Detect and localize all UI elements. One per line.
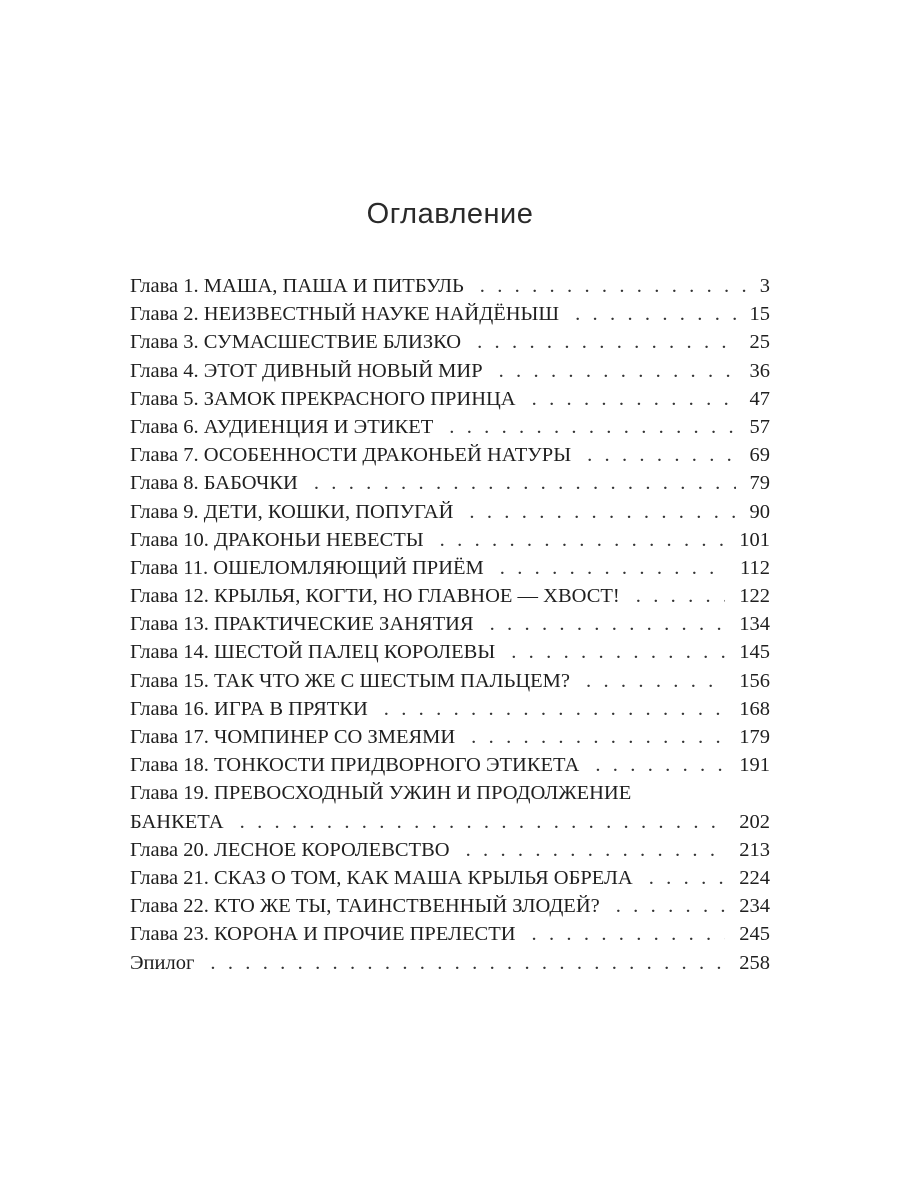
toc-entry-chapter-18 bbox=[130, 751, 770, 779]
dot-leader bbox=[384, 695, 725, 723]
dot-leader bbox=[449, 413, 735, 441]
toc-entry-chapter-15 bbox=[130, 667, 770, 695]
toc-entry-chapter-1 bbox=[130, 272, 770, 300]
dot-leader bbox=[440, 526, 726, 554]
toc-entry-page-number: 245 bbox=[739, 923, 770, 946]
toc-entry-page-number: 234 bbox=[739, 895, 770, 918]
toc-entry-first-line bbox=[130, 779, 770, 807]
toc-entry-label: Глава 18. ТОНКОСТИ ПРИДВОРНОГО ЭТИКЕТА bbox=[130, 754, 580, 777]
dot-leader bbox=[240, 808, 726, 836]
toc-entry-page-number: 224 bbox=[739, 866, 770, 889]
toc-entry-label: Глава 5. ЗАМОК ПРЕКРАСНОГО ПРИНЦА bbox=[130, 387, 516, 410]
toc-entry-label: Глава 17. ЧОМПИНЕР СО ЗМЕЯМИ bbox=[130, 726, 456, 748]
toc-entry-page-number: 112 bbox=[740, 556, 770, 579]
toc-entry-chapter-13 bbox=[130, 610, 770, 638]
toc-entry-chapter-21 bbox=[130, 864, 770, 892]
dot-leader bbox=[466, 836, 726, 864]
toc-entry-page-number: 179 bbox=[739, 726, 770, 748]
toc-entry-label: Эпилог bbox=[130, 951, 195, 974]
toc-entry-label: Глава 20. ЛЕСНОЕ КОРОЛЕВСТВО bbox=[130, 838, 450, 861]
dot-leader bbox=[649, 864, 726, 892]
dot-leader bbox=[500, 554, 726, 582]
dot-leader bbox=[469, 498, 735, 526]
toc-entry-label-continued: БАНКЕТА bbox=[130, 810, 224, 833]
toc-entry-chapter-9 bbox=[130, 498, 770, 526]
dot-leader bbox=[511, 638, 725, 666]
dot-leader bbox=[575, 300, 735, 328]
toc-entry-chapter-8 bbox=[130, 469, 770, 497]
toc-entry-chapter-22 bbox=[130, 892, 770, 920]
dot-leader bbox=[499, 357, 736, 385]
toc-entry-page-number: 57 bbox=[749, 415, 770, 438]
toc-entry-label: Глава 21. СКАЗ О ТОМ, КАК МАША КРЫЛЬЯ ОБРЕЛА bbox=[130, 866, 633, 889]
toc-entry-chapter-5 bbox=[130, 385, 770, 413]
toc-title: Оглавление bbox=[366, 198, 534, 230]
toc-entry-label: Глава 19. ПРЕВОСХОДНЫЙ УЖИН И ПРОДОЛЖЕНИЕ bbox=[130, 782, 632, 805]
toc-entry-page-number: 69 bbox=[749, 444, 770, 467]
dot-leader bbox=[314, 469, 736, 497]
dot-leader bbox=[587, 441, 735, 469]
toc-entry-chapter-7 bbox=[130, 441, 770, 469]
toc-entry-label: Глава 6. АУДИЕНЦИЯ И ЭТИКЕТ bbox=[130, 415, 434, 438]
toc-entry-chapter-2 bbox=[130, 300, 770, 328]
toc-entry-page-number: 122 bbox=[739, 585, 770, 608]
toc-entry-page-number: 213 bbox=[739, 838, 770, 861]
dot-leader bbox=[210, 949, 725, 977]
toc-entry-page-number: 47 bbox=[749, 387, 770, 410]
toc-entry-label: Глава 8. БАБОЧКИ bbox=[130, 472, 298, 495]
toc-entry-page-number: 25 bbox=[749, 331, 770, 354]
dot-leader bbox=[636, 582, 726, 610]
dot-leader bbox=[477, 328, 735, 356]
table-of-contents bbox=[130, 272, 770, 977]
toc-entry-label: Глава 10. ДРАКОНЬИ НЕВЕСТЫ bbox=[130, 528, 424, 551]
toc-entry-label: Глава 16. ИГРА В ПРЯТКИ bbox=[130, 697, 368, 720]
toc-entry-chapter-17 bbox=[130, 723, 770, 751]
toc-entry-page-number: 191 bbox=[739, 754, 770, 777]
toc-entry-label: Глава 3. СУМАСШЕСТВИЕ БЛИЗКО bbox=[130, 331, 462, 354]
toc-entry-chapter-10 bbox=[130, 526, 770, 554]
toc-entry-page-number: 3 bbox=[759, 275, 770, 297]
toc-entry-label: Глава 14. ШЕСТОЙ ПАЛЕЦ КОРОЛЕВЫ bbox=[130, 641, 496, 664]
dot-leader bbox=[480, 272, 746, 300]
toc-entry-label: Глава 7. ОСОБЕННОСТИ ДРАКОНЬЕЙ НАТУРЫ bbox=[130, 444, 572, 467]
toc-entry-page-number: 134 bbox=[739, 613, 770, 636]
toc-entry-chapter-3 bbox=[130, 328, 770, 356]
dot-leader bbox=[471, 723, 725, 751]
toc-entry-label: Глава 12. КРЫЛЬЯ, КОГТИ, НО ГЛАВНОЕ — ХВОСТ! bbox=[130, 585, 620, 608]
dot-leader bbox=[595, 751, 725, 779]
toc-entry-label: Глава 1. МАША, ПАША И ПИТБУЛЬ bbox=[130, 275, 464, 297]
toc-entry-chapter-16 bbox=[130, 695, 770, 723]
toc-entry-label: Глава 11. ОШЕЛОМЛЯЮЩИЙ ПРИЁМ bbox=[130, 556, 484, 579]
dot-leader bbox=[616, 892, 726, 920]
toc-entry-page-number: 145 bbox=[739, 641, 770, 664]
toc-entry-chapter-11 bbox=[130, 554, 770, 582]
toc-entry-label: Глава 2. НЕИЗВЕСТНЫЙ НАУКЕ НАЙДЁНЫШ bbox=[130, 303, 560, 326]
toc-entry-page-number: 258 bbox=[739, 951, 770, 974]
toc-entry-chapter-20 bbox=[130, 836, 770, 864]
toc-entry-chapter-19 bbox=[130, 779, 770, 835]
toc-entry-label: Глава 23. КОРОНА И ПРОЧИЕ ПРЕЛЕСТИ bbox=[130, 923, 516, 946]
toc-entry-page-number: 202 bbox=[739, 810, 770, 833]
toc-entry-page-number: 79 bbox=[749, 472, 770, 495]
toc-entry-label: Глава 15. ТАК ЧТО ЖЕ С ШЕСТЫМ ПАЛЬЦЕМ? bbox=[130, 669, 571, 692]
toc-entry-page-number: 156 bbox=[739, 669, 770, 692]
toc-entry-page-number: 101 bbox=[739, 528, 770, 551]
toc-entry-label: Глава 9. ДЕТИ, КОШКИ, ПОПУГАЙ bbox=[130, 500, 454, 523]
toc-entry-label: Глава 22. КТО ЖЕ ТЫ, ТАИНСТВЕННЫЙ ЗЛОДЕЙ? bbox=[130, 895, 600, 918]
toc-entry-chapter-4 bbox=[130, 357, 770, 385]
toc-entry-epilogue bbox=[130, 949, 770, 977]
toc-entry-label: Глава 13. ПРАКТИЧЕСКИЕ ЗАНЯТИЯ bbox=[130, 613, 474, 636]
dot-leader bbox=[490, 610, 726, 638]
toc-entry-chapter-6 bbox=[130, 413, 770, 441]
dot-leader bbox=[532, 385, 736, 413]
toc-entry-page-number: 36 bbox=[749, 359, 770, 382]
toc-entry-page-number: 90 bbox=[749, 500, 770, 523]
toc-entry-chapter-14 bbox=[130, 638, 770, 666]
toc-entry-label: Глава 4. ЭТОТ ДИВНЫЙ НОВЫЙ МИР bbox=[130, 359, 483, 382]
dot-leader bbox=[532, 920, 726, 948]
toc-entry-chapter-12 bbox=[130, 582, 770, 610]
toc-entry-page-number: 15 bbox=[749, 303, 770, 326]
dot-leader bbox=[586, 667, 725, 695]
toc-entry-second-line bbox=[130, 808, 770, 836]
toc-entry-chapter-23 bbox=[130, 920, 770, 948]
toc-entry-page-number: 168 bbox=[739, 697, 770, 720]
